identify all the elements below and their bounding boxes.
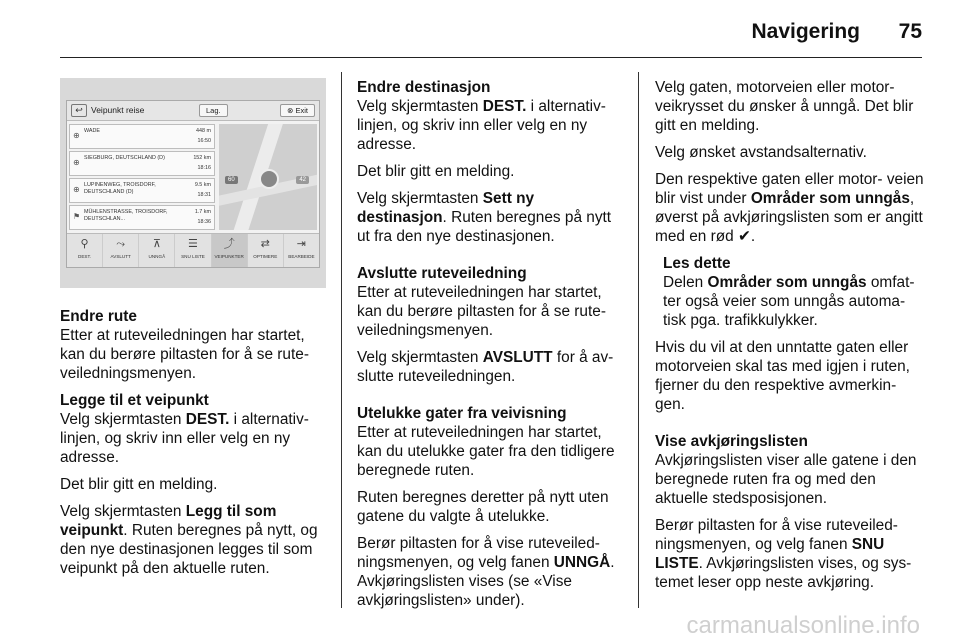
list-item: ⊕ WADE 448 m 16:50 <box>69 124 215 149</box>
flag-icon: ⚑ <box>73 212 81 221</box>
paragraph: Velg gaten, motorveien eller motor- veikrysset du ønsker å unngå. Det blir gitt en melding. <box>655 79 914 134</box>
search-icon: ⚲ <box>80 238 89 250</box>
heading-utelukke-gater: Utelukke gater fra veivisning <box>357 405 567 422</box>
note-heading: Les dette <box>663 255 731 272</box>
paragraph: Berør piltasten for å vise ruteveiled- ningsmenyen, og velg fanen UNNGÅ. Avkjøringslisten vises (se «Vise avkjøringslisten» under). <box>357 535 615 609</box>
page-number: 75 <box>898 20 922 43</box>
back-arrow-icon: ↩ <box>71 104 87 117</box>
paragraph: Velg skjermtasten DEST. i alternativ- linjen, og skriv inn eller velg en ny adresse. <box>357 98 606 153</box>
position-marker-icon <box>259 169 279 189</box>
pin-icon: ⊕ <box>73 158 80 167</box>
edit-icon: ⇥ <box>296 238 307 250</box>
column-divider <box>638 72 639 608</box>
note-text: Delen Områder som unngås omfat- ter også veier som unngås automa- tisk pga. trafikkulykker. <box>663 274 915 329</box>
tab-unnga: ⊼ UNNGÅ <box>139 234 175 267</box>
waypoint-icon: ⤴ <box>223 238 235 250</box>
tab-avslutt: ⤳ AVSLUTT <box>103 234 139 267</box>
optimize-icon: ⇄ <box>260 238 270 250</box>
heading-endre-rute: Endre rute <box>60 308 137 325</box>
map-speed-label: 42 <box>296 176 309 184</box>
paragraph: Velg skjermtasten Legg til som veipunkt. Ruten beregnes på nytt, og den nye destinasjonen legges til som veipunkt på den aktuelle ruten. <box>60 503 318 577</box>
paragraph: Ruten beregnes deretter på nytt uten gatene du valgte å utelukke. <box>357 489 609 525</box>
avoid-icon: ⊼ <box>152 238 161 250</box>
note-box <box>655 254 925 330</box>
paragraph: Velg ønsket avstandsalternativ. <box>655 144 867 161</box>
screen-top-bar <box>67 101 319 121</box>
header-divider <box>60 57 922 58</box>
list-item: ⚑ MÜHLENSTRASSE, TROISDORF, DEUTSCHLAN... 1.7 km 18:36 <box>69 205 215 230</box>
pin-icon: ⊕ <box>73 185 80 194</box>
footer-watermark: carmanualsonline.info <box>686 612 920 639</box>
paragraph: Velg skjermtasten DEST. i alternativ- linjen, og skriv inn eller velg en ny adresse. <box>60 411 309 466</box>
paragraph: Etter at ruteveiledningen har startet, kan du berøre piltasten for å se rute- veiledningsmenyen. <box>60 327 309 382</box>
heading-legge-til-veipunkt: Legge til et veipunkt <box>60 392 209 409</box>
screen-tab-bar <box>67 233 319 267</box>
paragraph: Berør piltasten for å vise ruteveiled- ningsmenyen, og velg fanen SNU LISTE. Avkjøringslisten vises, og sys- temet leser opp neste avkjøring. <box>655 517 912 591</box>
add-button: Lag. <box>199 104 228 117</box>
page-title: Navigering <box>751 20 860 43</box>
heading-vise-avkjoringslisten: Vise avkjøringslisten <box>655 433 808 450</box>
waypoint-screen-figure <box>60 78 326 288</box>
paragraph: Det blir gitt en melding. <box>357 163 515 180</box>
paragraph: Velg skjermtasten AVSLUTT for å av- slutte ruteveiledningen. <box>357 349 614 385</box>
paragraph: Avkjøringslisten viser alle gatene i den beregnede ruten fra og med den aktuelle stedsposisjonen. <box>655 452 917 507</box>
paragraph: Etter at ruteveiledningen har startet, kan du berøre piltasten for å se rute- veiledningsmenyen. <box>357 284 606 339</box>
heading-avslutte-ruteveiledning: Avslutte ruteveiledning <box>357 265 527 282</box>
map-preview <box>219 124 317 230</box>
page-header <box>0 0 960 62</box>
tab-bearbeide: ⇥ BEARBEIDE <box>284 234 319 267</box>
pin-icon: ⊕ <box>73 131 80 140</box>
list-item: ⊕ LUPINENWEG, TROISDORF, DEUTSCHLAND (D) 9.5 km 18:31 <box>69 178 215 203</box>
column-divider <box>341 72 342 608</box>
exit-button: ⊗ Exit <box>280 104 315 117</box>
paragraph: Etter at ruteveiledningen har startet, kan du utelukke gater fra den tidligere beregnede ruten. <box>357 424 615 479</box>
column-1 <box>60 307 330 586</box>
route-end-icon: ⤳ <box>116 238 126 250</box>
waypoint-list <box>69 124 215 230</box>
heading-endre-destinasjon: Endre destinasjon <box>357 79 491 96</box>
column-2 <box>357 78 627 618</box>
paragraph: Velg skjermtasten Sett ny destinasjon. Ruten beregnes på nytt ut fra den nye destinasjonen. <box>357 190 612 245</box>
column-3 <box>655 78 925 600</box>
tab-dest: ⚲ DEST. <box>67 234 103 267</box>
waypoint-screen <box>66 100 320 268</box>
paragraph: Den respektive gaten eller motor- veien blir vist under Områder som unngås, øverst på avkjøringslisten som er angitt med en rød ✔. <box>655 171 924 245</box>
tab-snu-liste: ☰ SNU LISTE <box>175 234 211 267</box>
paragraph: Hvis du vil at den unntatte gaten eller motorveien skal tas med igjen i ruten, fjerner du den respektive avmerkin- gen. <box>655 339 910 413</box>
paragraph: Det blir gitt en melding. <box>60 476 218 493</box>
map-speed-label: 60 <box>225 176 238 184</box>
screen-title: Veipunkt reise <box>91 105 145 115</box>
tab-optimere: ⇄ OPTIMERE <box>248 234 284 267</box>
list-icon: ☰ <box>188 238 198 250</box>
list-item: ⊕ SIEGBURG, DEUTSCHLAND (D) 152 km 18:16 <box>69 151 215 176</box>
tab-veipunkter: ⤴ VEIPUNKTER <box>212 234 248 267</box>
